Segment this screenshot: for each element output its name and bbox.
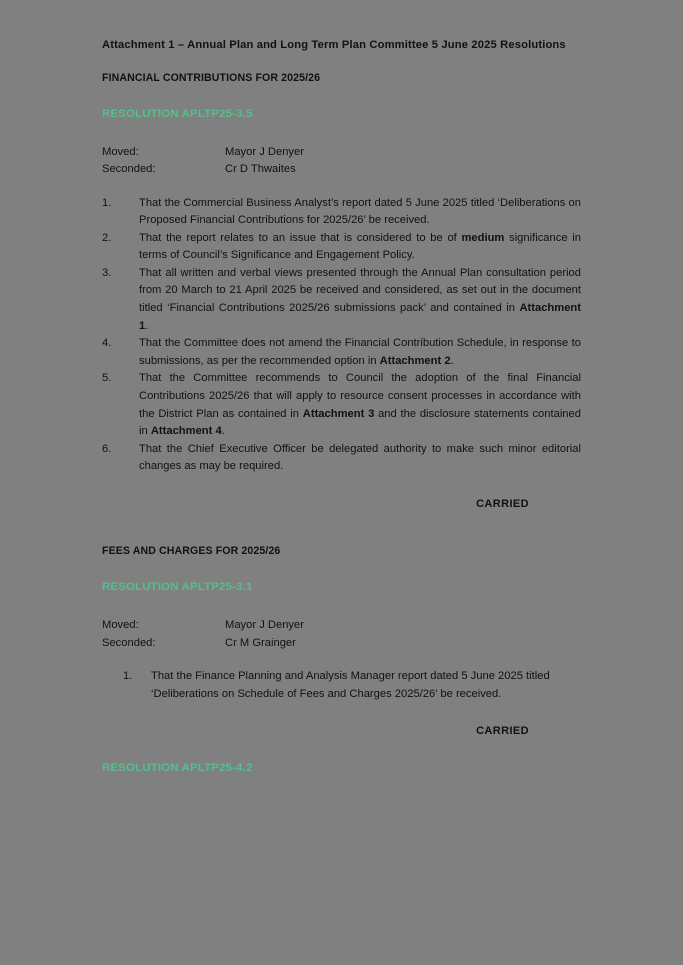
outcome-carried-2: CARRIED — [476, 725, 529, 738]
body-text: and the disclosure statements contained in — [139, 407, 581, 438]
body-text: That all written and verbal views presented through the Annual Plan consultation period from 20 March to 21 April 2025 be received and considered, as set out in the document titled ‘Financial Contributions 2025/26 submissions pack’ and contained in — [139, 266, 581, 315]
body-text: . — [145, 319, 149, 332]
page-title: Attachment 1 – Annual Plan and Long Term Plan Committee 5 June 2025 Resolutions — [102, 39, 566, 51]
emphasis-text: Attachment 1 — [139, 302, 581, 332]
resolution-list-1 — [102, 195, 581, 477]
emphasis-text: Attachment 2 — [379, 354, 451, 367]
resolution-item-text — [139, 372, 581, 437]
resolution-item-number: 2. — [102, 231, 112, 244]
seconded-label: Seconded: — [102, 636, 156, 649]
emphasis-text: Attachment 4 — [150, 425, 222, 438]
resolution-item — [102, 441, 581, 476]
moved-label: Moved: — [102, 619, 139, 631]
body-text: That the report relates to an issue that is considered to be of — [139, 231, 462, 244]
seconded-name: Cr D Thwaites — [225, 163, 296, 175]
seconded-label: Seconded: — [102, 163, 156, 175]
resolution-item-text — [139, 443, 581, 473]
resolution-item-text — [139, 337, 581, 367]
moved-row — [102, 617, 581, 635]
body-text: That the Commercial Business Analyst’s report dated 5 June 2025 titled ‘Deliberations on Proposed Financial Contributions for 2025/26’ be received. — [139, 196, 581, 227]
resolution-item — [102, 230, 581, 265]
resolution-item-text — [151, 670, 550, 700]
resolution-item-number: 1. — [123, 670, 133, 682]
moved-name: Mayor J Denyer — [225, 145, 304, 158]
resolution-item-text — [139, 232, 581, 262]
body-text: That the Committee does not amend the Financial Contribution Schedule, in response to submissions, as per the recommended option in — [139, 337, 581, 367]
seconded-row — [102, 161, 581, 179]
moved-label: Moved: — [102, 145, 139, 158]
resolution-item-text — [139, 197, 581, 227]
body-text: That the Committee recommends to Council the adoption of the final Financial Contributions 2025/26 that will apply to resource consent processes in accordance with the District Plan as contained in — [139, 372, 581, 420]
body-text: significance in terms of Council’s Significance and Engagement Policy. — [139, 231, 581, 262]
body-text: . — [450, 354, 454, 367]
section-heading-financial-contributions: FINANCIAL CONTRIBUTIONS FOR 2025/26 — [102, 71, 321, 84]
movers-block-2 — [102, 617, 581, 652]
resolution-id-aplt p25-3-5: RESOLUTION APLTP25-3.5 — [102, 107, 253, 120]
resolution-item-number: 1. — [102, 196, 112, 209]
resolution-list-2 — [123, 668, 581, 703]
resolution-id-apltp25-4-2: RESOLUTION APLTP25-4.2 — [102, 762, 253, 775]
resolution-item-number: 5. — [102, 372, 112, 385]
moved-row — [102, 144, 581, 162]
movers-block-1 — [102, 144, 581, 179]
resolution-id-apltp25-3-1: RESOLUTION APLTP25-3.1 — [102, 581, 253, 593]
emphasis-text: medium — [461, 231, 505, 244]
body-text: That the Finance Planning and Analysis Manager report dated 5 June 2025 titled ‘Deliberations on Schedule of Fees and Charges 2025/26’ be received. — [151, 670, 550, 700]
outcome-carried-1: CARRIED — [476, 498, 529, 510]
resolution-item — [123, 668, 581, 703]
resolution-item-text — [139, 267, 581, 332]
resolution-item — [102, 195, 581, 230]
resolution-item-number: 6. — [102, 442, 112, 455]
resolution-item — [102, 265, 581, 335]
seconded-name: Cr M Grainger — [225, 636, 296, 649]
seconded-row — [102, 635, 581, 653]
resolution-item — [102, 335, 581, 370]
resolution-item — [102, 370, 581, 440]
body-text: That the Chief Executive Officer be delegated authority to make such minor editorial changes as may be required. — [139, 442, 581, 473]
section-heading-fees-and-charges: FEES AND CHARGES FOR 2025/26 — [102, 545, 281, 557]
emphasis-text: Attachment 3 — [302, 407, 375, 420]
resolution-item-number: 3. — [102, 266, 112, 279]
resolution-item-number: 4. — [102, 337, 112, 350]
body-text: . — [221, 425, 225, 438]
moved-name: Mayor J Denyer — [225, 619, 304, 631]
